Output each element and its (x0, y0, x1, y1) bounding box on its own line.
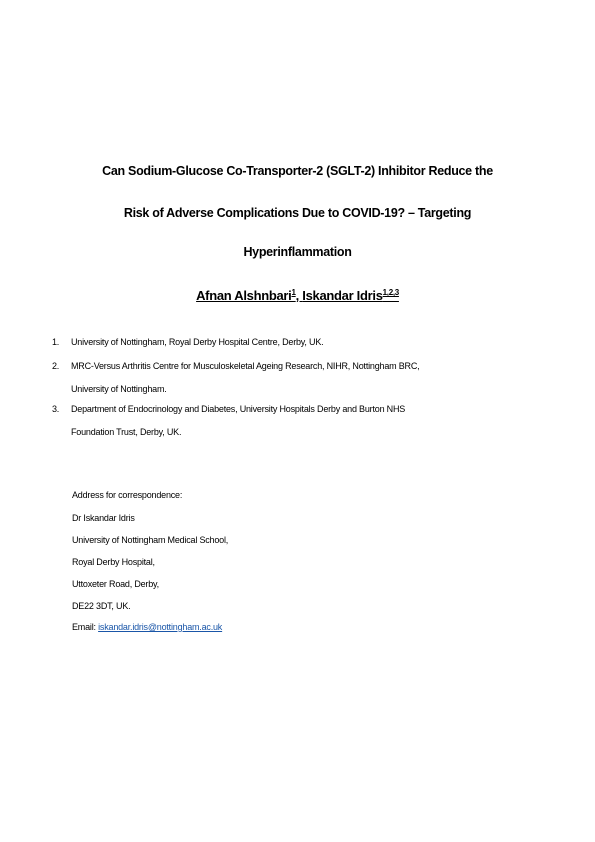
affiliation-number: 3. (52, 404, 60, 414)
author-1-name: Afnan Alshnbari (196, 288, 292, 303)
affiliation-number: 1. (52, 337, 60, 347)
email-label: Email: (72, 622, 99, 632)
affiliation-number: 2. (52, 361, 60, 371)
affiliation-line: University of Nottingham. (71, 384, 167, 394)
author-2-affiliation-mark: 1,2,3 (382, 288, 399, 297)
affiliation-line: Foundation Trust, Derby, UK. (71, 427, 182, 437)
author-list (60, 288, 535, 303)
title-line-2: Risk of Adverse Complications Due to COVID-19? – Targeting (123, 206, 472, 220)
correspondence-postcode: DE22 3DT, UK. (72, 601, 131, 611)
correspondence-street: Uttoxeter Road, Derby, (72, 579, 159, 589)
title-line-1: Can Sodium-Glucose Co-Transporter-2 (SGLT-2) Inhibitor Reduce the (102, 164, 493, 178)
correspondence-email (72, 622, 222, 632)
author-1-affiliation-mark: 1 (291, 288, 296, 297)
email-link[interactable]: iskandar.idris@nottingham.ac.uk (98, 622, 223, 632)
affiliation-line: Department of Endocrinology and Diabetes, University Hospitals Derby and Burton NHS (71, 404, 406, 414)
affiliation-text (71, 355, 495, 401)
author-2-name: Iskandar Idris (302, 288, 383, 303)
correspondence-institution: University of Nottingham Medical School, (72, 535, 229, 545)
correspondence-name: Dr Iskandar Idris (72, 513, 135, 523)
correspondence-hospital: Royal Derby Hospital, (72, 557, 155, 567)
author-separator: , (295, 288, 303, 303)
affiliation-text (71, 398, 495, 444)
affiliation-line: University of Nottingham, Royal Derby Hospital Centre, Derby, UK. (71, 337, 324, 347)
title-line-3: Hyperinflammation (243, 245, 352, 259)
correspondence-heading: Address for correspondence: (72, 490, 183, 500)
affiliation-line: MRC-Versus Arthritis Centre for Musculoskeletal Ageing Research, NIHR, Nottingham BRC, (71, 361, 420, 371)
affiliation-text (71, 331, 495, 354)
